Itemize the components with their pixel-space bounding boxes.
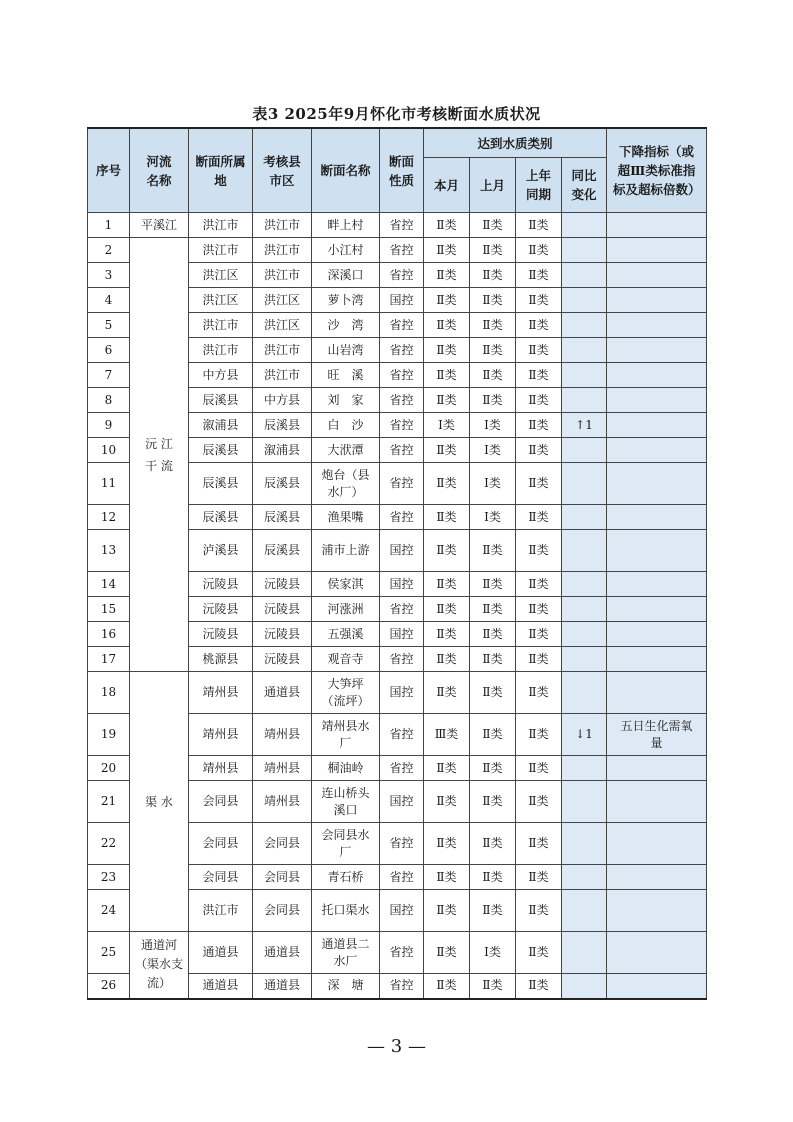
section-name-cell: 炮台（县水厂） — [312, 463, 380, 505]
section-name-cell: 连山桥头溪口 — [312, 781, 380, 823]
class-last-year-cell: Ⅱ类 — [516, 622, 562, 647]
section-name-cell: 大洑潭 — [312, 438, 380, 463]
yoy-change-cell — [562, 438, 607, 463]
indicator-cell — [607, 413, 707, 438]
table-row — [88, 932, 707, 974]
section-name-cell: 五强溪 — [312, 622, 380, 647]
table-row — [88, 238, 707, 263]
nature-cell: 国控 — [380, 890, 424, 932]
section-name-cell: 浦市上游 — [312, 530, 380, 572]
header-section: 断面名称 — [312, 128, 380, 213]
location-cell: 沅陵县 — [189, 622, 253, 647]
district-cell: 辰溪县 — [253, 530, 312, 572]
nature-cell: 国控 — [380, 672, 424, 714]
nature-cell: 国控 — [380, 530, 424, 572]
class-last-month-cell: Ⅱ类 — [470, 672, 516, 714]
yoy-change-cell — [562, 238, 607, 263]
header-last-year: 上年同期 — [516, 158, 562, 213]
location-cell: 洪江市 — [189, 238, 253, 263]
seq-cell: 14 — [88, 572, 130, 597]
location-cell: 沅陵县 — [189, 572, 253, 597]
class-this-month-cell: Ⅱ类 — [424, 672, 470, 714]
section-name-cell: 通道县二水厂 — [312, 932, 380, 974]
class-this-month-cell: Ⅱ类 — [424, 263, 470, 288]
indicator-cell: 五日生化需氧量 — [607, 714, 707, 756]
seq-cell: 12 — [88, 505, 130, 530]
seq-cell: 15 — [88, 597, 130, 622]
section-name-cell: 大笋坪（流坪） — [312, 672, 380, 714]
seq-cell: 21 — [88, 781, 130, 823]
class-last-month-cell: Ⅱ类 — [470, 530, 516, 572]
seq-cell: 7 — [88, 363, 130, 388]
river-yuanjiang: 沅 江 干 流 — [130, 238, 189, 672]
indicator-cell — [607, 388, 707, 413]
header-nature: 断面性质 — [380, 128, 424, 213]
yoy-change-cell — [562, 313, 607, 338]
class-last-month-cell: Ⅱ类 — [470, 597, 516, 622]
indicator-cell — [607, 338, 707, 363]
location-cell: 辰溪县 — [189, 388, 253, 413]
yoy-change-cell — [562, 622, 607, 647]
indicator-cell — [607, 756, 707, 781]
district-cell: 通道县 — [253, 974, 312, 999]
nature-cell: 省控 — [380, 363, 424, 388]
indicator-cell — [607, 238, 707, 263]
indicator-cell — [607, 263, 707, 288]
class-this-month-cell: Ⅱ类 — [424, 865, 470, 890]
yoy-change-cell — [562, 672, 607, 714]
class-last-month-cell: Ⅱ类 — [470, 756, 516, 781]
location-cell: 通道县 — [189, 974, 253, 999]
location-cell: 会同县 — [189, 781, 253, 823]
yoy-change-cell — [562, 781, 607, 823]
table-title: 表3 2025年9月怀化市考核断面水质状况 — [252, 105, 541, 123]
class-this-month-cell: Ⅰ类 — [424, 413, 470, 438]
class-this-month-cell: Ⅱ类 — [424, 756, 470, 781]
class-last-month-cell: Ⅱ类 — [470, 338, 516, 363]
table-body — [88, 213, 707, 999]
class-this-month-cell: Ⅱ类 — [424, 781, 470, 823]
class-last-month-cell: Ⅱ类 — [470, 781, 516, 823]
class-last-year-cell: Ⅱ类 — [516, 313, 562, 338]
location-cell: 辰溪县 — [189, 505, 253, 530]
header-location: 断面所属地 — [189, 128, 253, 213]
class-this-month-cell: Ⅱ类 — [424, 505, 470, 530]
yoy-change-cell — [562, 756, 607, 781]
indicator-cell — [607, 597, 707, 622]
class-this-month-cell: Ⅱ类 — [424, 890, 470, 932]
section-name-cell: 萝卜湾 — [312, 288, 380, 313]
class-last-year-cell: Ⅱ类 — [516, 597, 562, 622]
indicator-cell — [607, 213, 707, 238]
yoy-change-cell — [562, 338, 607, 363]
class-last-year-cell: Ⅱ类 — [516, 388, 562, 413]
nature-cell: 省控 — [380, 714, 424, 756]
indicator-cell — [607, 647, 707, 672]
nature-cell: 省控 — [380, 865, 424, 890]
district-cell: 会同县 — [253, 890, 312, 932]
yoy-change-cell — [562, 597, 607, 622]
district-cell: 会同县 — [253, 823, 312, 865]
class-this-month-cell: Ⅱ类 — [424, 622, 470, 647]
district-cell: 溆浦县 — [253, 438, 312, 463]
seq-cell: 22 — [88, 823, 130, 865]
class-last-month-cell: Ⅱ类 — [470, 388, 516, 413]
indicator-cell — [607, 865, 707, 890]
class-this-month-cell: Ⅱ类 — [424, 572, 470, 597]
district-cell: 会同县 — [253, 865, 312, 890]
district-cell: 洪江区 — [253, 288, 312, 313]
nature-cell: 省控 — [380, 313, 424, 338]
district-cell: 沅陵县 — [253, 597, 312, 622]
nature-cell: 省控 — [380, 932, 424, 974]
class-this-month-cell: Ⅲ类 — [424, 714, 470, 756]
seq-cell: 18 — [88, 672, 130, 714]
class-this-month-cell: Ⅱ类 — [424, 597, 470, 622]
nature-cell: 省控 — [380, 263, 424, 288]
seq-cell: 1 — [88, 213, 130, 238]
class-this-month-cell: Ⅱ类 — [424, 530, 470, 572]
section-name-cell: 靖州县水 厂 — [312, 714, 380, 756]
indicator-cell — [607, 781, 707, 823]
yoy-change-cell: ↓1 — [562, 714, 607, 756]
section-name-cell: 小江村 — [312, 238, 380, 263]
nature-cell: 省控 — [380, 823, 424, 865]
header-yoy: 同比变化 — [562, 158, 607, 213]
class-last-month-cell: Ⅰ类 — [470, 932, 516, 974]
district-cell: 洪江市 — [253, 363, 312, 388]
class-last-year-cell: Ⅱ类 — [516, 505, 562, 530]
district-cell: 辰溪县 — [253, 505, 312, 530]
section-name-cell: 观音寺 — [312, 647, 380, 672]
indicator-cell — [607, 974, 707, 999]
class-this-month-cell: Ⅱ类 — [424, 388, 470, 413]
district-cell: 中方县 — [253, 388, 312, 413]
river-qushui: 渠 水 — [130, 672, 189, 932]
location-cell: 洪江市 — [189, 338, 253, 363]
district-cell: 辰溪县 — [253, 463, 312, 505]
class-last-month-cell: Ⅱ类 — [470, 313, 516, 338]
yoy-change-cell — [562, 865, 607, 890]
seq-cell: 17 — [88, 647, 130, 672]
table-row — [88, 672, 707, 714]
location-cell: 中方县 — [189, 363, 253, 388]
district-cell: 洪江区 — [253, 313, 312, 338]
seq-cell: 4 — [88, 288, 130, 313]
class-this-month-cell: Ⅱ类 — [424, 363, 470, 388]
class-this-month-cell: Ⅱ类 — [424, 288, 470, 313]
yoy-change-cell — [562, 530, 607, 572]
class-last-month-cell: Ⅱ类 — [470, 974, 516, 999]
district-cell: 靖州县 — [253, 781, 312, 823]
location-cell: 靖州县 — [189, 756, 253, 781]
location-cell: 洪江市 — [189, 313, 253, 338]
class-last-month-cell: Ⅱ类 — [470, 890, 516, 932]
indicator-cell — [607, 288, 707, 313]
district-cell: 靖州县 — [253, 756, 312, 781]
district-cell: 沅陵县 — [253, 622, 312, 647]
class-last-month-cell: Ⅱ类 — [470, 238, 516, 263]
class-this-month-cell: Ⅱ类 — [424, 823, 470, 865]
section-name-cell: 会同县水 厂 — [312, 823, 380, 865]
header-this-month: 本月 — [424, 158, 470, 213]
location-cell: 会同县 — [189, 823, 253, 865]
class-last-month-cell: Ⅰ类 — [470, 413, 516, 438]
header-indicator: 下降指标（或超Ⅲ类标准指标及超标倍数） — [607, 128, 707, 213]
nature-cell: 省控 — [380, 438, 424, 463]
yoy-change-cell: ↑1 — [562, 413, 607, 438]
district-cell: 通道县 — [253, 932, 312, 974]
header-district: 考核县市区 — [253, 128, 312, 213]
seq-cell: 10 — [88, 438, 130, 463]
location-cell: 泸溪县 — [189, 530, 253, 572]
location-cell: 洪江区 — [189, 288, 253, 313]
section-name-cell: 畔上村 — [312, 213, 380, 238]
nature-cell: 国控 — [380, 288, 424, 313]
class-last-month-cell: Ⅰ类 — [470, 438, 516, 463]
indicator-cell — [607, 890, 707, 932]
section-name-cell: 侯家淇 — [312, 572, 380, 597]
indicator-cell — [607, 932, 707, 974]
class-last-month-cell: Ⅱ类 — [470, 647, 516, 672]
nature-cell: 省控 — [380, 756, 424, 781]
class-this-month-cell: Ⅱ类 — [424, 932, 470, 974]
seq-cell: 5 — [88, 313, 130, 338]
class-last-year-cell: Ⅱ类 — [516, 238, 562, 263]
class-last-month-cell: Ⅱ类 — [470, 714, 516, 756]
nature-cell: 国控 — [380, 572, 424, 597]
class-last-month-cell: Ⅱ类 — [470, 823, 516, 865]
seq-cell: 2 — [88, 238, 130, 263]
class-last-year-cell: Ⅱ类 — [516, 756, 562, 781]
section-name-cell: 深溪口 — [312, 263, 380, 288]
seq-cell: 24 — [88, 890, 130, 932]
section-name-cell: 桐油岭 — [312, 756, 380, 781]
nature-cell: 省控 — [380, 338, 424, 363]
indicator-cell — [607, 505, 707, 530]
yoy-change-cell — [562, 463, 607, 505]
class-last-year-cell: Ⅱ类 — [516, 213, 562, 238]
header-category: 达到水质类别 — [424, 128, 607, 158]
location-cell: 辰溪县 — [189, 438, 253, 463]
river-pingxi: 平溪江 — [130, 213, 189, 238]
seq-cell: 23 — [88, 865, 130, 890]
class-this-month-cell: Ⅱ类 — [424, 647, 470, 672]
yoy-change-cell — [562, 263, 607, 288]
nature-cell: 省控 — [380, 597, 424, 622]
location-cell: 会同县 — [189, 865, 253, 890]
location-cell: 洪江市 — [189, 890, 253, 932]
class-last-year-cell: Ⅱ类 — [516, 463, 562, 505]
nature-cell: 省控 — [380, 213, 424, 238]
district-cell: 通道县 — [253, 672, 312, 714]
seq-cell: 8 — [88, 388, 130, 413]
location-cell: 沅陵县 — [189, 597, 253, 622]
class-last-month-cell: Ⅱ类 — [470, 213, 516, 238]
class-last-month-cell: Ⅱ类 — [470, 865, 516, 890]
section-name-cell: 沙 湾 — [312, 313, 380, 338]
class-last-month-cell: Ⅱ类 — [470, 363, 516, 388]
section-name-cell: 托口渠水 — [312, 890, 380, 932]
section-name-cell: 旺 溪 — [312, 363, 380, 388]
seq-cell: 6 — [88, 338, 130, 363]
class-last-year-cell: Ⅱ类 — [516, 865, 562, 890]
seq-cell: 16 — [88, 622, 130, 647]
yoy-change-cell — [562, 647, 607, 672]
class-last-year-cell: Ⅱ类 — [516, 647, 562, 672]
class-last-year-cell: Ⅱ类 — [516, 781, 562, 823]
location-cell: 通道县 — [189, 932, 253, 974]
nature-cell: 国控 — [380, 622, 424, 647]
class-last-year-cell: Ⅱ类 — [516, 714, 562, 756]
header-last-month: 上月 — [470, 158, 516, 213]
nature-cell: 省控 — [380, 647, 424, 672]
district-cell: 洪江市 — [253, 263, 312, 288]
district-cell: 辰溪县 — [253, 413, 312, 438]
class-last-month-cell: Ⅱ类 — [470, 622, 516, 647]
class-last-year-cell: Ⅱ类 — [516, 530, 562, 572]
table-row — [88, 213, 707, 238]
yoy-change-cell — [562, 288, 607, 313]
nature-cell: 省控 — [380, 238, 424, 263]
seq-cell: 13 — [88, 530, 130, 572]
seq-cell: 20 — [88, 756, 130, 781]
yoy-change-cell — [562, 932, 607, 974]
district-cell: 洪江市 — [253, 338, 312, 363]
water-quality-table — [87, 127, 707, 1000]
class-last-year-cell: Ⅱ类 — [516, 288, 562, 313]
yoy-change-cell — [562, 388, 607, 413]
class-last-year-cell: Ⅱ类 — [516, 413, 562, 438]
district-cell: 洪江市 — [253, 238, 312, 263]
nature-cell: 省控 — [380, 413, 424, 438]
class-last-month-cell: Ⅱ类 — [470, 263, 516, 288]
yoy-change-cell — [562, 823, 607, 865]
header-seq: 序号 — [88, 128, 130, 213]
class-last-year-cell: Ⅱ类 — [516, 672, 562, 714]
class-this-month-cell: Ⅱ类 — [424, 238, 470, 263]
seq-cell: 3 — [88, 263, 130, 288]
section-name-cell: 渔果嘴 — [312, 505, 380, 530]
indicator-cell — [607, 823, 707, 865]
seq-cell: 11 — [88, 463, 130, 505]
indicator-cell — [607, 313, 707, 338]
indicator-cell — [607, 672, 707, 714]
page-number: — 3 — — [367, 1036, 426, 1057]
class-last-year-cell: Ⅱ类 — [516, 438, 562, 463]
nature-cell: 省控 — [380, 463, 424, 505]
nature-cell: 省控 — [380, 388, 424, 413]
class-last-year-cell: Ⅱ类 — [516, 263, 562, 288]
class-last-year-cell: Ⅱ类 — [516, 572, 562, 597]
seq-cell: 19 — [88, 714, 130, 756]
indicator-cell — [607, 530, 707, 572]
class-this-month-cell: Ⅱ类 — [424, 974, 470, 999]
yoy-change-cell — [562, 363, 607, 388]
location-cell: 洪江市 — [189, 213, 253, 238]
indicator-cell — [607, 572, 707, 597]
class-this-month-cell: Ⅱ类 — [424, 338, 470, 363]
indicator-cell — [607, 363, 707, 388]
indicator-cell — [607, 438, 707, 463]
class-last-month-cell: Ⅱ类 — [470, 288, 516, 313]
location-cell: 辰溪县 — [189, 463, 253, 505]
yoy-change-cell — [562, 572, 607, 597]
section-name-cell: 河涨洲 — [312, 597, 380, 622]
yoy-change-cell — [562, 890, 607, 932]
location-cell: 桃源县 — [189, 647, 253, 672]
section-name-cell: 青石桥 — [312, 865, 380, 890]
nature-cell: 省控 — [380, 974, 424, 999]
location-cell: 溆浦县 — [189, 413, 253, 438]
indicator-cell — [607, 622, 707, 647]
section-name-cell: 刘 家 — [312, 388, 380, 413]
indicator-cell — [607, 463, 707, 505]
class-last-month-cell: Ⅰ类 — [470, 505, 516, 530]
seq-cell: 25 — [88, 932, 130, 974]
location-cell: 靖州县 — [189, 714, 253, 756]
class-last-month-cell: Ⅱ类 — [470, 572, 516, 597]
header-river: 河流名称 — [130, 128, 189, 213]
district-cell: 沅陵县 — [253, 647, 312, 672]
location-cell: 靖州县 — [189, 672, 253, 714]
yoy-change-cell — [562, 213, 607, 238]
class-this-month-cell: Ⅱ类 — [424, 213, 470, 238]
river-tongdao: 通道河（渠水支流） — [130, 932, 189, 999]
class-last-year-cell: Ⅱ类 — [516, 890, 562, 932]
district-cell: 沅陵县 — [253, 572, 312, 597]
class-last-month-cell: Ⅰ类 — [470, 463, 516, 505]
class-last-year-cell: Ⅱ类 — [516, 932, 562, 974]
district-cell: 洪江市 — [253, 213, 312, 238]
section-name-cell: 山岩湾 — [312, 338, 380, 363]
class-last-year-cell: Ⅱ类 — [516, 363, 562, 388]
nature-cell: 省控 — [380, 505, 424, 530]
yoy-change-cell — [562, 974, 607, 999]
nature-cell: 国控 — [380, 781, 424, 823]
class-this-month-cell: Ⅱ类 — [424, 463, 470, 505]
seq-cell: 9 — [88, 413, 130, 438]
seq-cell: 26 — [88, 974, 130, 999]
section-name-cell: 深 塘 — [312, 974, 380, 999]
class-last-year-cell: Ⅱ类 — [516, 823, 562, 865]
class-last-year-cell: Ⅱ类 — [516, 338, 562, 363]
class-this-month-cell: Ⅱ类 — [424, 313, 470, 338]
class-this-month-cell: Ⅱ类 — [424, 438, 470, 463]
section-name-cell: 白 沙 — [312, 413, 380, 438]
class-last-year-cell: Ⅱ类 — [516, 974, 562, 999]
yoy-change-cell — [562, 505, 607, 530]
location-cell: 洪江区 — [189, 263, 253, 288]
district-cell: 靖州县 — [253, 714, 312, 756]
